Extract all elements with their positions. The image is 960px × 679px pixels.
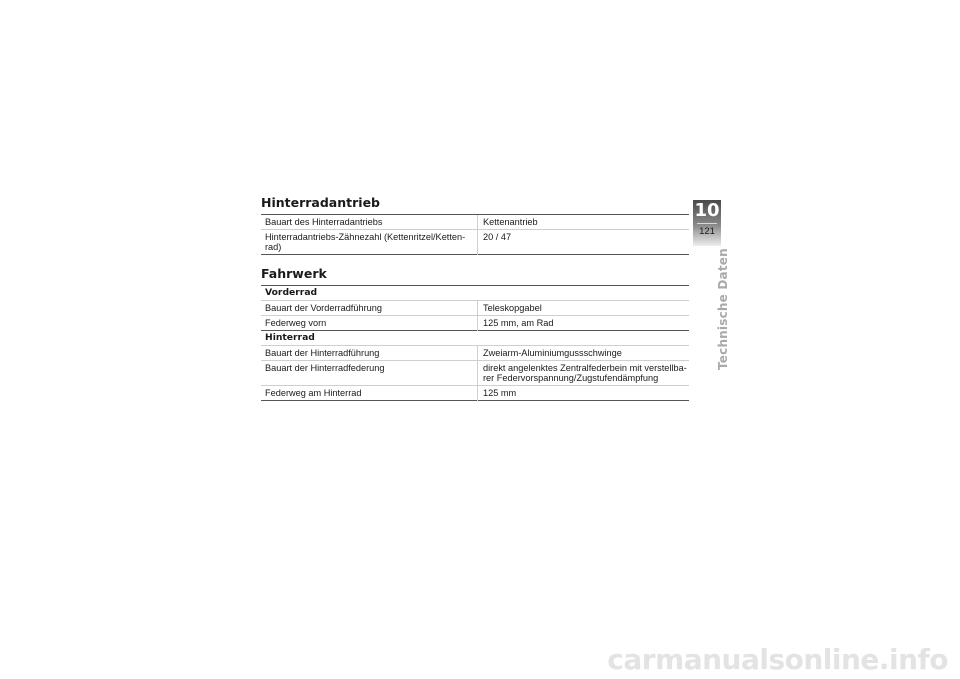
table-row	[261, 301, 689, 316]
table-row	[261, 316, 689, 331]
table-row	[261, 215, 689, 230]
row-value: Teleskopgabel	[478, 301, 690, 316]
table-row	[261, 386, 689, 401]
row-value: Zweiarm-Aluminiumgussschwinge	[478, 346, 690, 361]
chapter-number: 10	[694, 200, 720, 221]
row-label: Federweg am Hinterrad	[261, 386, 478, 401]
hinterradantrieb-table	[261, 214, 689, 255]
row-label: Bauart der Vorderradführung	[261, 301, 478, 316]
subsection-title: Vorderrad	[261, 286, 689, 301]
section-title-hinterradantrieb: Hinterradantrieb	[261, 195, 380, 210]
row-label: Hinterradantriebs-Zähnezahl (Kettenritzel/Ketten- rad)	[261, 230, 478, 255]
row-value: 20 / 47	[478, 230, 690, 255]
subsection-hinterrad	[261, 331, 689, 346]
watermark: carmanualsonline.info	[607, 643, 948, 676]
section-title-fahrwerk: Fahrwerk	[261, 266, 327, 281]
row-value: Kettenantrieb	[478, 215, 690, 230]
subsection-title: Hinterrad	[261, 331, 689, 346]
row-label: Bauart des Hinterradantriebs	[261, 215, 478, 230]
chapter-divider	[697, 223, 717, 224]
table-row	[261, 230, 689, 255]
row-value: 125 mm	[478, 386, 690, 401]
table-row	[261, 346, 689, 361]
row-label: Federweg vorn	[261, 316, 478, 331]
page-number: 121	[699, 226, 715, 237]
row-label: Bauart der Hinterradfederung	[261, 361, 478, 386]
row-value: direkt angelenktes Zentralfederbein mit verstellba- rer Federvorspannung/Zugstufendämpfung	[478, 361, 690, 386]
page-content	[261, 195, 689, 401]
table-row	[261, 361, 689, 386]
chapter-tab	[693, 200, 721, 246]
fahrwerk-table	[261, 285, 689, 401]
row-label: Bauart der Hinterradführung	[261, 346, 478, 361]
subsection-vorderrad	[261, 286, 689, 301]
chapter-title: Technische Daten	[716, 248, 730, 370]
row-value: 125 mm, am Rad	[478, 316, 690, 331]
